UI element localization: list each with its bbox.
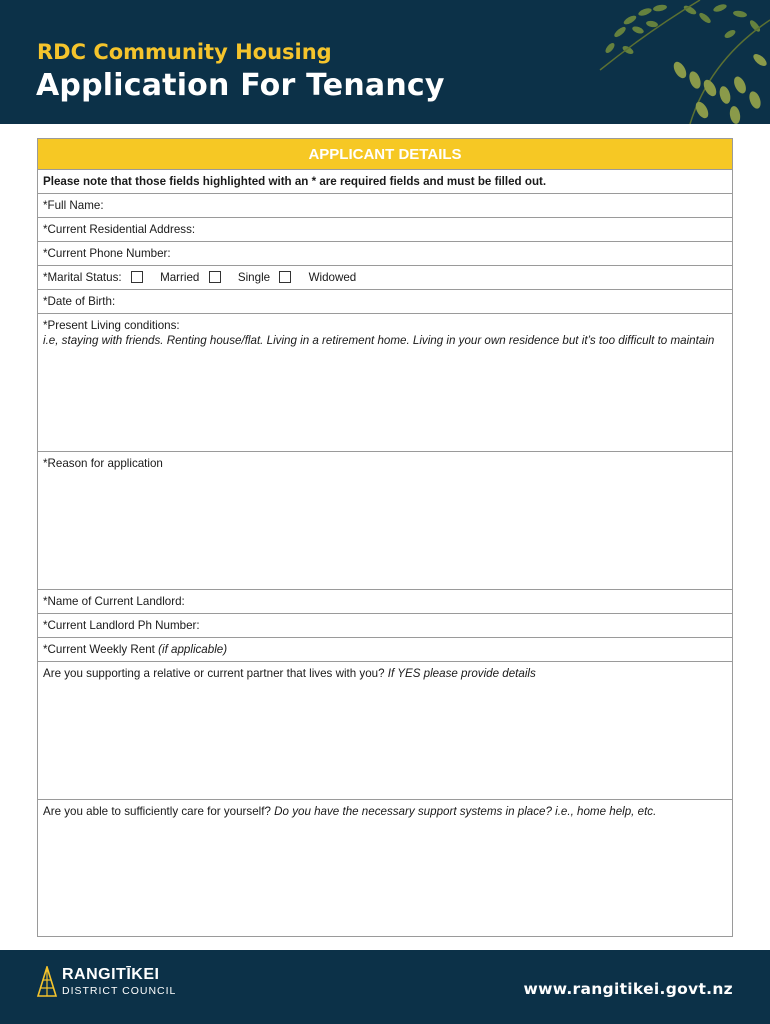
living-conditions-label: *Present Living conditions: bbox=[43, 319, 180, 332]
reason-label: *Reason for application bbox=[43, 457, 163, 470]
date-of-birth-field[interactable] bbox=[38, 290, 732, 314]
landlord-name-field[interactable] bbox=[38, 590, 732, 614]
supporting-relative-label: Are you supporting a relative or current partner that lives with you? bbox=[43, 667, 385, 680]
landlord-phone-label: *Current Landlord Ph Number: bbox=[43, 619, 200, 632]
header-banner bbox=[0, 0, 770, 124]
supporting-relative-hint: If YES please provide details bbox=[387, 667, 536, 680]
married-option-label: Married bbox=[160, 271, 200, 284]
landlord-name-label: *Name of Current Landlord: bbox=[43, 595, 185, 608]
kowhai-foliage-illustration bbox=[590, 0, 770, 124]
council-brand-subtitle: DISTRICT COUNCIL bbox=[62, 985, 177, 997]
weekly-rent-field[interactable] bbox=[38, 638, 732, 662]
page-title: Application For Tenancy bbox=[36, 68, 445, 103]
address-field[interactable] bbox=[38, 218, 732, 242]
weekly-rent-label: *Current Weekly Rent bbox=[43, 643, 155, 656]
married-checkbox[interactable] bbox=[131, 271, 143, 283]
council-logo-icon bbox=[36, 966, 58, 998]
reason-field[interactable] bbox=[38, 452, 732, 590]
website-link[interactable]: www.rangitikei.govt.nz bbox=[523, 980, 733, 998]
self-care-field[interactable] bbox=[38, 800, 732, 942]
single-option-label: Single bbox=[237, 271, 271, 284]
header-subtitle: RDC Community Housing bbox=[37, 40, 332, 64]
supporting-relative-field[interactable] bbox=[38, 662, 732, 800]
weekly-rent-hint: (if applicable) bbox=[158, 643, 228, 656]
address-label: *Current Residential Address: bbox=[43, 223, 196, 236]
date-of-birth-label: *Date of Birth: bbox=[43, 295, 116, 308]
full-name-field[interactable] bbox=[38, 194, 732, 218]
widowed-checkbox[interactable] bbox=[279, 271, 291, 283]
marital-status-label: *Marital Status: bbox=[43, 271, 122, 284]
full-name-label: *Full Name: bbox=[43, 199, 104, 212]
section-heading: APPLICANT DETAILS bbox=[38, 139, 732, 170]
footer-banner bbox=[0, 950, 770, 1024]
living-conditions-field[interactable] bbox=[38, 314, 732, 452]
council-brand-name: RANGITĪKEI bbox=[62, 966, 160, 983]
required-note: Please note that those fields highlighted with an * are required fields and must be filled out. bbox=[38, 170, 732, 194]
single-checkbox[interactable] bbox=[209, 271, 221, 283]
phone-label: *Current Phone Number: bbox=[43, 247, 171, 260]
widowed-option-label: Widowed bbox=[308, 271, 357, 284]
landlord-phone-field[interactable] bbox=[38, 614, 732, 638]
self-care-hint: Do you have the necessary support systems in place? i.e., home help, etc. bbox=[274, 805, 657, 818]
self-care-label: Are you able to sufficiently care for yourself? bbox=[43, 805, 271, 818]
applicant-details-form bbox=[37, 138, 733, 937]
phone-field[interactable] bbox=[38, 242, 732, 266]
living-conditions-hint: i.e, staying with friends. Renting house/flat. Living in a retirement home. Living in your own residence but it’s too difficult to maintain bbox=[43, 334, 715, 347]
marital-status-row bbox=[38, 266, 732, 290]
